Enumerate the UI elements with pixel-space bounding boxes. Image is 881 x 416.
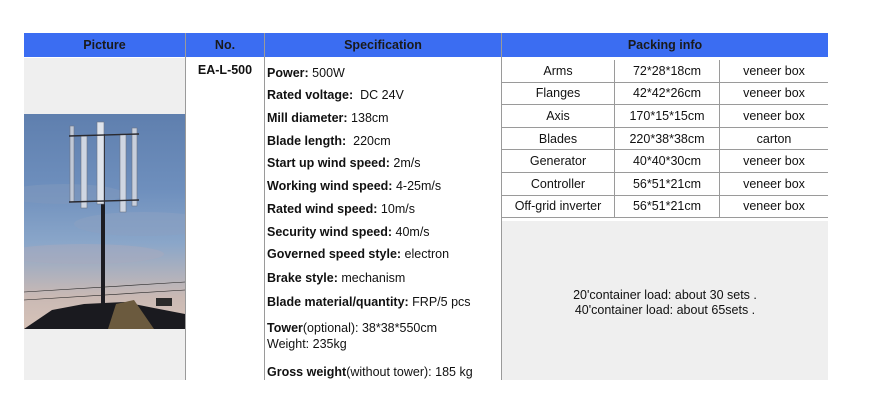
- no-cell: [186, 58, 264, 380]
- spec-working-wind-speed: [267, 178, 499, 194]
- packing-item-cell: Arms: [502, 60, 614, 83]
- spec-mill-diameter: [267, 110, 499, 126]
- packing-item-cell: Controller: [502, 173, 614, 196]
- packing-pack-cell: veneer box: [719, 196, 828, 219]
- spec-note: (optional): [302, 321, 356, 335]
- spec-governed-speed-style: [267, 246, 499, 262]
- spec-value: FRP/5 pcs: [408, 295, 471, 309]
- wind-turbine-photo: [24, 114, 185, 329]
- packing-item-cell: Off-grid inverter: [502, 196, 614, 219]
- spec-value: DC 24V: [353, 88, 404, 102]
- spec-value: 2m/s: [389, 156, 421, 170]
- table-row: [502, 83, 828, 106]
- table-row: [502, 173, 828, 196]
- packing-pack-cell: veneer box: [719, 173, 828, 196]
- spec-blade-length: [267, 133, 499, 149]
- packing-item-cell: Blades: [502, 128, 614, 151]
- header-specification: Specification: [265, 33, 501, 57]
- spec-start-up-wind-speed: [267, 155, 499, 171]
- spec-value: : 185 kg: [428, 365, 473, 379]
- container-load-20ft: 20'container load: about 30 sets .: [573, 288, 757, 302]
- spec-value: 220cm: [346, 134, 391, 148]
- spec-label: Start up wind speed:: [267, 156, 390, 170]
- packing-size-cell: 56*51*21cm: [614, 173, 719, 196]
- spec-value: : 38*38*550cm: [355, 321, 438, 335]
- spec-note: (without tower): [346, 365, 429, 379]
- header-no: No.: [186, 33, 264, 57]
- header-packing-info: Packing info: [502, 33, 828, 57]
- spec-value: 40m/s: [392, 225, 430, 239]
- spec-label: Working wind speed:: [267, 179, 393, 193]
- packing-item-cell: Flanges: [502, 83, 614, 106]
- spec-value: 10m/s: [377, 202, 415, 216]
- spec-value: mechanism: [337, 271, 406, 285]
- spec-rated-voltage: [267, 87, 499, 103]
- packing-size-cell: 72*28*18cm: [614, 60, 719, 83]
- spec-label: Rated wind speed:: [267, 202, 378, 216]
- spec-label: Gross weight: [267, 365, 347, 379]
- table-row: [502, 60, 828, 83]
- spec-label: Rated voltage:: [267, 88, 354, 102]
- spec-brake-style: [267, 270, 499, 286]
- packing-pack-cell: veneer box: [719, 60, 828, 83]
- spec-tower: [267, 320, 499, 352]
- divider: [185, 33, 186, 380]
- packing-pack-cell: veneer box: [719, 105, 828, 128]
- packing-table: [502, 60, 828, 218]
- spec-security-wind-speed: [267, 224, 499, 240]
- table-row: [502, 196, 828, 219]
- packing-size-cell: 170*15*15cm: [614, 105, 719, 128]
- spec-label: Blade length:: [267, 134, 347, 148]
- spec-value: electron: [401, 247, 450, 261]
- spec-gross-weight: [267, 364, 499, 380]
- spec-rated-wind-speed: [267, 201, 499, 217]
- spec-label: Security wind speed:: [267, 225, 393, 239]
- spec-label: Tower: [267, 321, 303, 335]
- model-number: EA-L-500: [197, 63, 253, 77]
- container-load-40ft: 40'container load: about 65sets .: [574, 303, 756, 317]
- spec-value: 138cm: [347, 111, 389, 125]
- packing-size-cell: 42*42*26cm: [614, 83, 719, 106]
- spec-label: Governed speed style:: [267, 247, 402, 261]
- packing-size-cell: 40*40*30cm: [614, 150, 719, 173]
- packing-pack-cell: carton: [719, 128, 828, 151]
- spec-value: 500W: [308, 66, 345, 80]
- packing-pack-cell: veneer box: [719, 83, 828, 106]
- spec-blade-material: [267, 294, 499, 310]
- spec-power: [267, 65, 499, 81]
- packing-size-cell: 56*51*21cm: [614, 196, 719, 219]
- packing-item-cell: Axis: [502, 105, 614, 128]
- spec-label: Blade material/quantity:: [267, 295, 409, 309]
- container-load: [502, 288, 828, 318]
- spec-label: Brake style:: [267, 271, 338, 285]
- packing-pack-cell: veneer box: [719, 150, 828, 173]
- packing-item-cell: Generator: [502, 150, 614, 173]
- divider: [264, 33, 265, 380]
- table-row: [502, 105, 828, 128]
- spec-weight: Weight: 235kg: [267, 337, 347, 351]
- header-picture: Picture: [24, 33, 185, 57]
- table-row: [502, 150, 828, 173]
- spec-label: Mill diameter:: [267, 111, 348, 125]
- packing-size-cell: 220*38*38cm: [614, 128, 719, 151]
- spec-value: 4-25m/s: [392, 179, 442, 193]
- table-row: [502, 128, 828, 151]
- spec-label: Power:: [267, 66, 309, 80]
